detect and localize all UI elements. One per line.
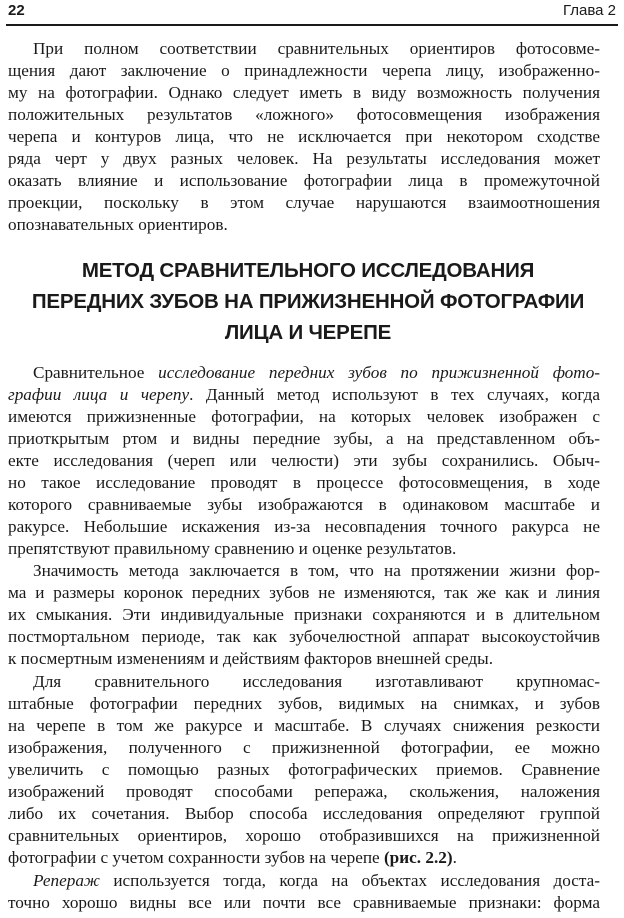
para4-line: точно хорошо видны все или почти все сравниваемые признаки: форма bbox=[8, 893, 600, 912]
para1-line: но такое исследование проводят в процессе фотосовмещения, в ходе bbox=[8, 473, 600, 492]
para2-line: к посмертным изменениям и действиям факторов внешней среды. bbox=[8, 649, 494, 668]
intro-line: оказать влияние и использование фотографии лица в промежуточной bbox=[8, 171, 600, 190]
para1-line: екте исследования (череп или челюсти) эти зубы сохранились. Обыч- bbox=[8, 451, 600, 470]
para1-line: которого сравниваемые зубы изображаются в одинаковом масштабе и bbox=[8, 495, 600, 514]
para1-line: препятствуют правильному сравнению и оценке результатов. bbox=[8, 539, 457, 558]
para4-line: Репераж используется тогда, когда на объектах исследования доста- bbox=[33, 871, 600, 890]
para2-line: их смыкания. Эти индивидуальные признаки сохраняются и в длительном bbox=[8, 605, 600, 624]
chapter-label: Глава 2 bbox=[562, 2, 616, 19]
intro-line: ряда черт у двух разных человек. На результаты исследования может bbox=[8, 149, 600, 168]
italic-term: Репераж bbox=[33, 871, 100, 890]
intro-line: му на фотографии. Однако следует иметь в виду возможность получения bbox=[8, 83, 600, 102]
para2-line: постмортальном периоде, так как зубочелюстной аппарат высокоустойчив bbox=[8, 627, 600, 646]
intro-line: проекции, поскольку в этом случае нарушаются взаимоотношения bbox=[8, 193, 600, 212]
section-heading-line: МЕТОД СРАВНИТЕЛЬНОГО ИССЛЕДОВАНИЯ bbox=[81, 259, 535, 282]
para3-line: изображения, полученного с прижизненной фотографии, ее можно bbox=[8, 738, 600, 757]
para3-line: увеличить с помощью разных фотографических приемов. Сравнение bbox=[8, 760, 600, 779]
figure-reference-link[interactable]: (рис. 2.2) bbox=[383, 848, 453, 867]
para3-line: изображений проводят способами репеража, скольжения, наложения bbox=[8, 782, 600, 801]
intro-line: опознавательных ориентиров. bbox=[8, 215, 228, 234]
running-header bbox=[6, 0, 618, 26]
para1-line: имеются прижизненные фотографии, на которых человек изображен с bbox=[8, 407, 600, 426]
intro-line: При полном соответствии сравнительных ориентиров фотосовме- bbox=[33, 39, 600, 58]
para3-line: фотографии с учетом сохранности зубов на черепе (рис. 2.2). bbox=[8, 848, 457, 867]
para1-line: Сравнительное исследование передних зубов по прижизненной фото- bbox=[33, 363, 601, 382]
italic-term: исследование передних зубов по прижизненной фото- bbox=[158, 363, 601, 382]
para3-line: либо их сочетания. Выбор способа исследования определяют группой bbox=[8, 804, 600, 823]
italic-term: графии лица и черепу bbox=[8, 385, 190, 404]
section-heading-line: ПЕРЕДНИХ ЗУБОВ НА ПРИЖИЗНЕННОЙ ФОТОГРАФИИ bbox=[31, 290, 585, 313]
para1-line: приоткрытым ртом и видны передние зубы, а на представленном объ- bbox=[8, 429, 600, 448]
para3-line: сравнительных ориентиров, хорошо отобразившихся на прижизненной bbox=[8, 826, 600, 845]
para2-line: Значимость метода заключается в том, что на протяжении жизни фор- bbox=[33, 561, 600, 580]
intro-line: щения дают заключение о принадлежности черепа лицу, изображенно- bbox=[8, 61, 600, 80]
para2-line: ма и размеры коронок передних зубов не изменяются, так же как и линия bbox=[8, 583, 600, 602]
section-heading-line: ЛИЦА И ЧЕРЕПЕ bbox=[224, 321, 392, 344]
para3-line: штабные фотографии передних зубов, видимых на снимках, и зубов bbox=[8, 694, 600, 713]
para1-line: графии лица и черепу. Данный метод используют в тех случаях, когда bbox=[8, 385, 600, 404]
intro-line: положительных результатов «ложного» фотосовмещения изображения bbox=[8, 105, 600, 124]
para3-line: на черепе в том же ракурсе и масштабе. В случаях снижения резкости bbox=[8, 716, 600, 735]
page-number: 22 bbox=[8, 2, 25, 19]
para1-line: ракурсе. Небольшие искажения из-за несовпадения точного ракурса не bbox=[8, 517, 600, 536]
intro-line: черепа и контуров лица, что не исключается при некотором сходстве bbox=[8, 127, 600, 146]
para3-line: Для сравнительного исследования изготавливают крупномас- bbox=[33, 672, 600, 691]
